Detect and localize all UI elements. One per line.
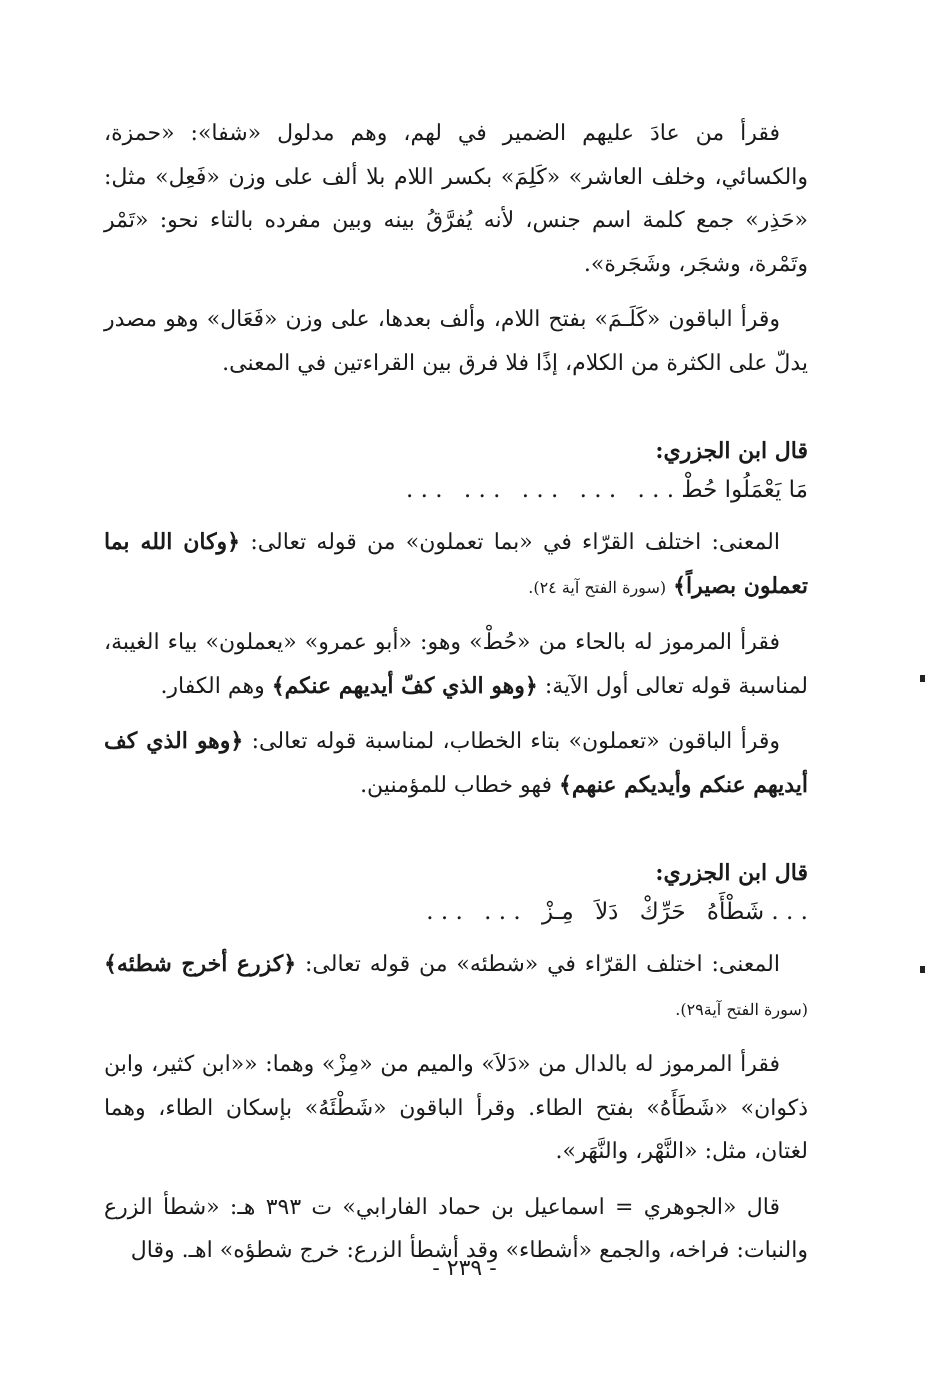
paragraph: فقرأ المرموز له بالدال من «دَلاَ» والميم من «مِزْ» وهما: ««ابن كثير، وابن ذكوان» «شَطَأَهُ» بفتح الطاء. وقرأ الباقون «شَطْئَهُ» بإسكان الطاء، وهما لغتان، مثل: «النَّهْر، والنَّهَر». <box>104 1052 808 1164</box>
paragraph-text: فهو خطاب للمؤمنين. <box>360 772 553 798</box>
verse-segment: . . . شَطْأَهُ <box>706 899 808 925</box>
verse-segment: . . . <box>463 477 501 503</box>
paragraph: قال «الجوهري = اسماعيل بن حماد الفارابي» ت ٣٩٣ هـ: «شطأ الزرع والنبات: فراخه، والجمع «أشطاء» وقد أشطأ الزرع: خرج شطؤه» اهـ. وقال <box>104 1194 808 1263</box>
section-heading: قال ابن الجزري: <box>655 438 808 464</box>
surah-reference: (سورة الفتح آية٢٩). <box>675 999 808 1019</box>
margin-mark <box>920 966 925 973</box>
verse-segment: مَا يَعْمَلُوا حُطْ . . . <box>637 477 808 503</box>
paragraph-text: المعنى: اختلف القرّاء في «بما تعملون» من قوله تعالى: <box>250 530 780 555</box>
quran-verse: ﴿وكان الله بما تعملون بصيراً﴾ <box>104 529 808 599</box>
poem-verse <box>104 893 808 931</box>
verse-segment: . . . <box>484 899 521 925</box>
paragraph <box>104 621 808 708</box>
verse-segment: . . . <box>521 477 559 503</box>
page-content <box>104 112 808 1273</box>
paragraph-text: فقرأ المرموز له بالحاء من «حُطْ» وهو: «أبو عمرو» «يعملون» بياء الغيبة، لمناسبة قوله تعالى أول الآية: <box>104 630 808 699</box>
paragraph <box>104 943 808 1031</box>
paragraph-text: المعنى: اختلف القرّاء في «شطئه» من قوله تعالى: <box>305 952 780 977</box>
verse-segment: دَلاَ <box>595 899 619 925</box>
verse-segment: . . . <box>579 477 617 503</box>
verse-segment: . . . <box>405 477 443 503</box>
quran-verse: ﴿كزرع أخرج شطئه﴾ <box>104 951 297 977</box>
paragraph-text: وهم الكفار. <box>160 673 265 699</box>
paragraph <box>104 521 808 609</box>
verse-segment: حَرِّكْ <box>639 899 686 925</box>
paragraph-text: وقرأ الباقون «تعملون» بتاء الخطاب، لمناسبة قوله تعالى: <box>251 729 780 754</box>
quran-verse: ﴿وهو الذي كف أيديهم عنكم وأيديكم عنهم﴾ <box>104 728 808 798</box>
paragraph <box>104 720 808 807</box>
section-heading: قال ابن الجزري: <box>655 860 808 886</box>
page-number: - ٢٣٩ - <box>432 1256 497 1281</box>
margin-mark <box>920 675 925 682</box>
verse-segment: . . . <box>426 899 463 925</box>
quran-verse: ﴿وهو الذي كفّ أيديهم عنكم﴾ <box>271 672 538 699</box>
surah-reference: (سورة الفتح آية ٢٤). <box>528 577 667 597</box>
verse-segment: مِـزْ <box>542 899 574 925</box>
poem-verse <box>104 471 808 509</box>
paragraph: فقرأ من عادَ عليهم الضمير في لهم، وهم مدلول «شفا»: «حمزة، والكسائي، وخلف العاشر» «كَلِمَ» بكسر اللام بلا ألف على وزن «فَعِل» مثل: «حَذِر» جمع كلمة اسم جنس، لأنه يُفرَّقُ بينه وبين مفرده بالتاء نحو: «تَمْر وتَمْرة، وشجَر، وشَجَرة». <box>104 121 808 277</box>
paragraph: وقرأ الباقون «كَلَـمَ» بفتح اللام، وألف بعدها، على وزن «فَعَال» وهو مصدر يدلّ على الكثرة من الكلام، إذًا فلا فرق بين القراءتين في المعنى. <box>104 307 808 376</box>
